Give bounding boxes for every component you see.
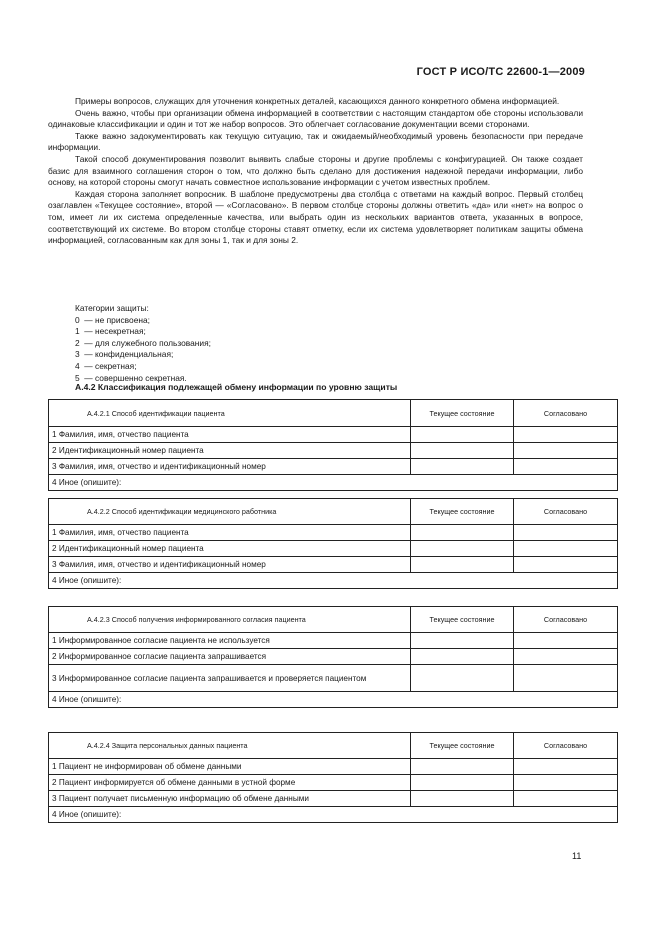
current-cell[interactable] (411, 791, 514, 807)
row-label: 2 Пациент информируется об обмене данными в устной форме (49, 775, 411, 791)
table-personal-data-protection (48, 732, 618, 823)
current-cell[interactable] (411, 525, 514, 541)
agreed-cell[interactable] (514, 557, 618, 573)
current-cell[interactable] (411, 649, 514, 665)
current-cell[interactable] (411, 633, 514, 649)
table-row (49, 633, 618, 649)
table-row (49, 665, 618, 692)
table-header-row (49, 499, 618, 525)
row-label: 1 Фамилия, имя, отчество пациента (49, 427, 411, 443)
row-label: 3 Фамилия, имя, отчество и идентификационный номер (49, 459, 411, 475)
row-label: 3 Фамилия, имя, отчество и идентификационный номер (49, 557, 411, 573)
row-label: 2 Идентификационный номер пациента (49, 443, 411, 459)
table-row (49, 807, 618, 823)
category-item: 4 — секретная; (75, 360, 137, 371)
current-cell[interactable] (411, 759, 514, 775)
current-cell[interactable] (411, 427, 514, 443)
agreed-cell[interactable] (514, 791, 618, 807)
agreed-cell[interactable] (514, 775, 618, 791)
category-item: 1 — несекретная; (75, 326, 146, 337)
current-cell[interactable] (411, 459, 514, 475)
col-current-header: Текущее состояние (411, 499, 514, 525)
table-row (49, 541, 618, 557)
body-text (48, 96, 583, 247)
table-informed-consent (48, 606, 618, 708)
other-field[interactable]: 4 Иное (опишите): (49, 807, 618, 823)
table-row (49, 557, 618, 573)
agreed-cell[interactable] (514, 541, 618, 557)
paragraph: Примеры вопросов, служащих для уточнения конкретных деталей, касающихся данного конкретного обмена информацией. (75, 96, 560, 106)
table-title: А.4.2.1 Способ идентификации пациента (49, 400, 411, 427)
table-header-row (49, 607, 618, 633)
paragraph: Каждая сторона заполняет вопросник. В шаблоне предусмотрены два столбца с ответами на каждый вопрос. Первый столбец озаглавлен «Текущее состояние», второй — «Согласовано». В первом столбце стороны должны ответить «да» или «нет» на вопрос о том, имеет ли их система определенные качества, или выбрать один из нескольких вариантов ответа, указанных в вопросе, соответствующий их системе. Во втором столбце стороны ставят отметку, если их система удовлетворяет политикам защиты обмена информацией, согласованным как для зоны 1, так и для зоны 2. (48, 188, 583, 246)
table-header-row (49, 400, 618, 427)
other-field[interactable]: 4 Иное (опишите): (49, 475, 618, 491)
col-current-header: Текущее состояние (411, 733, 514, 759)
agreed-cell[interactable] (514, 459, 618, 475)
row-label: 3 Информированное согласие пациента запрашивается и проверяется пациентом (49, 665, 411, 692)
table-title: А.4.2.4 Защита персональных данных пациента (49, 733, 411, 759)
table-row (49, 573, 618, 589)
table-title: А.4.2.2 Способ идентификации медицинского работника (49, 499, 411, 525)
other-field[interactable]: 4 Иное (опишите): (49, 573, 618, 589)
col-current-header: Текущее состояние (411, 607, 514, 633)
table-row (49, 427, 618, 443)
categories-title: Категории защиты: (75, 303, 149, 313)
category-item: 2 — для служебного пользования; (75, 337, 211, 348)
protection-categories (75, 303, 211, 384)
paragraph: Очень важно, чтобы при организации обмена информацией в соответствии с настоящим стандартом обе стороны использовали одинаковые классификации и один и тот же набор вопросов. Это облегчает согласование документации всеми сторонами. (48, 107, 583, 130)
table-row (49, 791, 618, 807)
row-label: 2 Информированное согласие пациента запрашивается (49, 649, 411, 665)
category-item: 0 — не присвоена; (75, 314, 150, 325)
agreed-cell[interactable] (514, 443, 618, 459)
table-row (49, 759, 618, 775)
agreed-cell[interactable] (514, 649, 618, 665)
table-row (49, 775, 618, 791)
current-cell[interactable] (411, 541, 514, 557)
agreed-cell[interactable] (514, 665, 618, 692)
col-current-header: Текущее состояние (411, 400, 514, 427)
col-agreed-header: Согласовано (514, 499, 618, 525)
section-title: А.4.2 Классификация подлежащей обмену информации по уровню защиты (75, 382, 398, 392)
paragraph: Также важно задокументировать как текущую ситуацию, так и ожидаемый/необходимый уровень безопасности при передаче информации. (48, 130, 583, 153)
agreed-cell[interactable] (514, 427, 618, 443)
document-header: ГОСТ Р ИСО/ТС 22600-1—2009 (416, 66, 585, 78)
row-label: 3 Пациент получает письменную информацию об обмене данными (49, 791, 411, 807)
row-label: 1 Пациент не информирован об обмене данными (49, 759, 411, 775)
table-row (49, 459, 618, 475)
table-row (49, 649, 618, 665)
col-agreed-header: Согласовано (514, 400, 618, 427)
current-cell[interactable] (411, 443, 514, 459)
row-label: 2 Идентификационный номер пациента (49, 541, 411, 557)
table-patient-identification (48, 399, 618, 491)
table-row (49, 443, 618, 459)
category-item: 3 — конфиденциальная; (75, 349, 174, 360)
table-title: А.4.2.3 Способ получения информированного согласия пациента (49, 607, 411, 633)
current-cell[interactable] (411, 775, 514, 791)
agreed-cell[interactable] (514, 759, 618, 775)
current-cell[interactable] (411, 557, 514, 573)
paragraph: Такой способ документирования позволит выявить слабые стороны и другие проблемы с конфигурацией. Он также создает базис для взаимного соглашения сторон о том, что должно быть сделано для достижения надежной передачи информации, либо основу, на которой стороны смогут начать совместное использование информации с учетом известных проблем. (48, 153, 583, 188)
row-label: 1 Фамилия, имя, отчество пациента (49, 525, 411, 541)
page-number: 11 (572, 851, 582, 861)
table-row (49, 525, 618, 541)
table-header-row (49, 733, 618, 759)
agreed-cell[interactable] (514, 525, 618, 541)
col-agreed-header: Согласовано (514, 607, 618, 633)
table-medical-worker-identification (48, 498, 618, 589)
table-row (49, 692, 618, 708)
table-row (49, 475, 618, 491)
agreed-cell[interactable] (514, 633, 618, 649)
current-cell[interactable] (411, 665, 514, 692)
col-agreed-header: Согласовано (514, 733, 618, 759)
other-field[interactable]: 4 Иное (опишите): (49, 692, 618, 708)
category-item: 5 — совершенно секретная. (75, 372, 187, 383)
row-label: 1 Информированное согласие пациента не используется (49, 633, 411, 649)
